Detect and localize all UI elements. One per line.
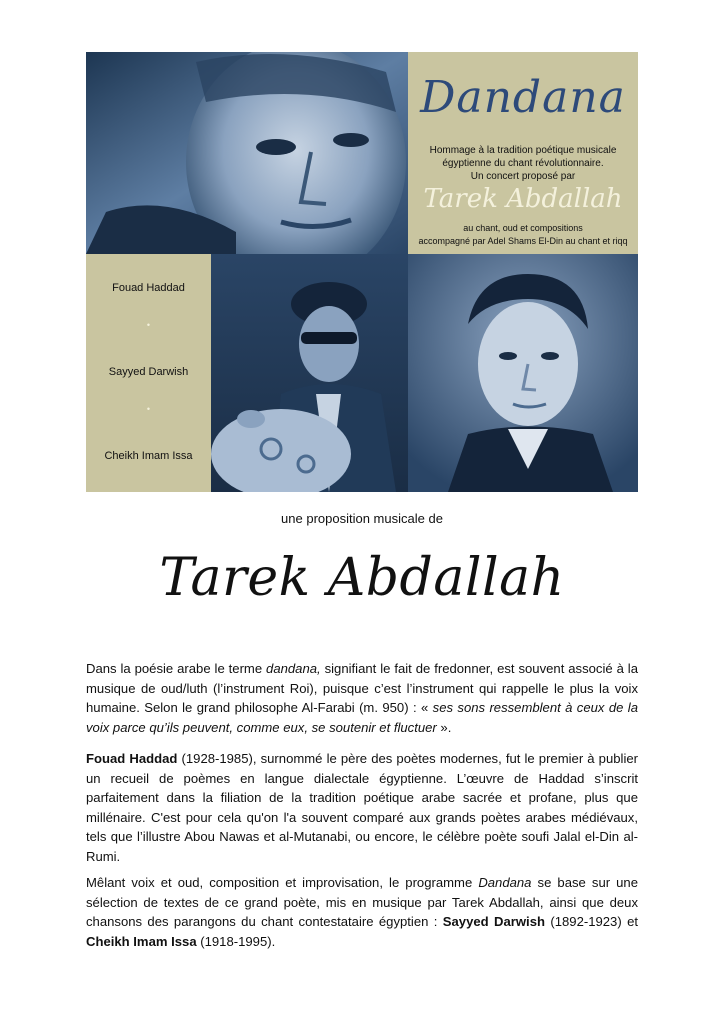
portrait-illustration-middle bbox=[211, 254, 408, 492]
poster-line-4: au chant, oud et compositions bbox=[463, 223, 583, 233]
main-title: Tarek Abdallah bbox=[159, 548, 565, 608]
bold-fouad-haddad: Fouad Haddad bbox=[86, 751, 178, 766]
poet-name-fouad-haddad: Fouad Haddad bbox=[112, 282, 185, 294]
names-panel bbox=[86, 254, 211, 492]
emphasis-dandana: dandana, bbox=[266, 661, 321, 676]
name-separator: • bbox=[146, 320, 151, 330]
portrait-photo-top bbox=[86, 52, 408, 254]
emphasis-dandana-programme: Dandana bbox=[478, 875, 532, 890]
bold-sayyed-darwish: Sayyed Darwish bbox=[442, 914, 545, 929]
poster-artist-name: Tarek Abdallah bbox=[423, 184, 623, 214]
portrait-illustration-top bbox=[86, 52, 408, 254]
poster-line-2: égyptienne du chant révolutionnaire. bbox=[442, 158, 604, 169]
bold-cheikh-imam-issa: Cheikh Imam Issa bbox=[86, 933, 197, 949]
paragraph-dandana: Dans la poésie arabe le terme dandana, signifiant le fait de fredonner, est souvent associé à la musique de oud/luth (l’instrument Roi), puisque c’est l’instrument qui rappelle le plus la voix humaine. Selon le grand philosophe Al-Farabi (m. 950) : « ses sons ressemblent à ceux de la voix parce qu’ils peuvent, comme eux, se soutenir et fluctuer ». bbox=[86, 661, 638, 735]
poster-line-5: accompagné par Adel Shams El-Din au chant et riqq bbox=[418, 236, 628, 246]
poster-line-3: Un concert proposé par bbox=[470, 171, 576, 182]
portrait-photo-middle bbox=[211, 254, 408, 492]
portrait-photo-right bbox=[408, 254, 638, 492]
poster-title: Dandana bbox=[420, 72, 626, 123]
paragraph-programme: Mêlant voix et oud, composition et improvisation, le programme Dandana se base sur une sélection de textes de ce grand poète, mis en musique par Tarek Abdallah, ainsi que deux chansons des parangons du chant contestataire égyptien : Sayyed Darwish (1892-1923) et Cheikh Imam Issa (1918-1995). bbox=[86, 875, 639, 949]
subtitle: une proposition musicale de bbox=[281, 511, 443, 526]
poet-name-sayyed-darwish: Sayyed Darwish bbox=[108, 366, 189, 378]
quote-al-farabi: ses sons ressemblent à ceux de la voix parce qu’ils peuvent, comme eux, se soutenir et fluctuer bbox=[86, 700, 638, 735]
title-panel bbox=[408, 52, 638, 254]
name-separator: • bbox=[146, 404, 151, 414]
poster-line-1: Hommage à la tradition poétique musicale bbox=[429, 145, 617, 156]
poet-name-cheikh-imam-issa: Cheikh Imam Issa bbox=[104, 450, 193, 462]
portrait-illustration-right bbox=[408, 254, 638, 492]
paragraph-fouad-haddad: Fouad Haddad (1928-1985), surnommé le père des poètes modernes, fut le premier à publier un recueil de poèmes en langue dialectale égyptienne. L’œuvre de Haddad s’inscrit parfaitement dans la filiation de la tradition poétique arabe sacrée et profane, plus que millénaire. C'est pour cela qu'on l'a souvent comparé aux grands poètes arabes médiévaux, tels que l’illustre Abou Nawas et al-Mutanabi, ou encore, le célèbre poète soufi Jalal el-Din al-Rumi. bbox=[86, 751, 638, 864]
concert-poster bbox=[86, 52, 638, 492]
